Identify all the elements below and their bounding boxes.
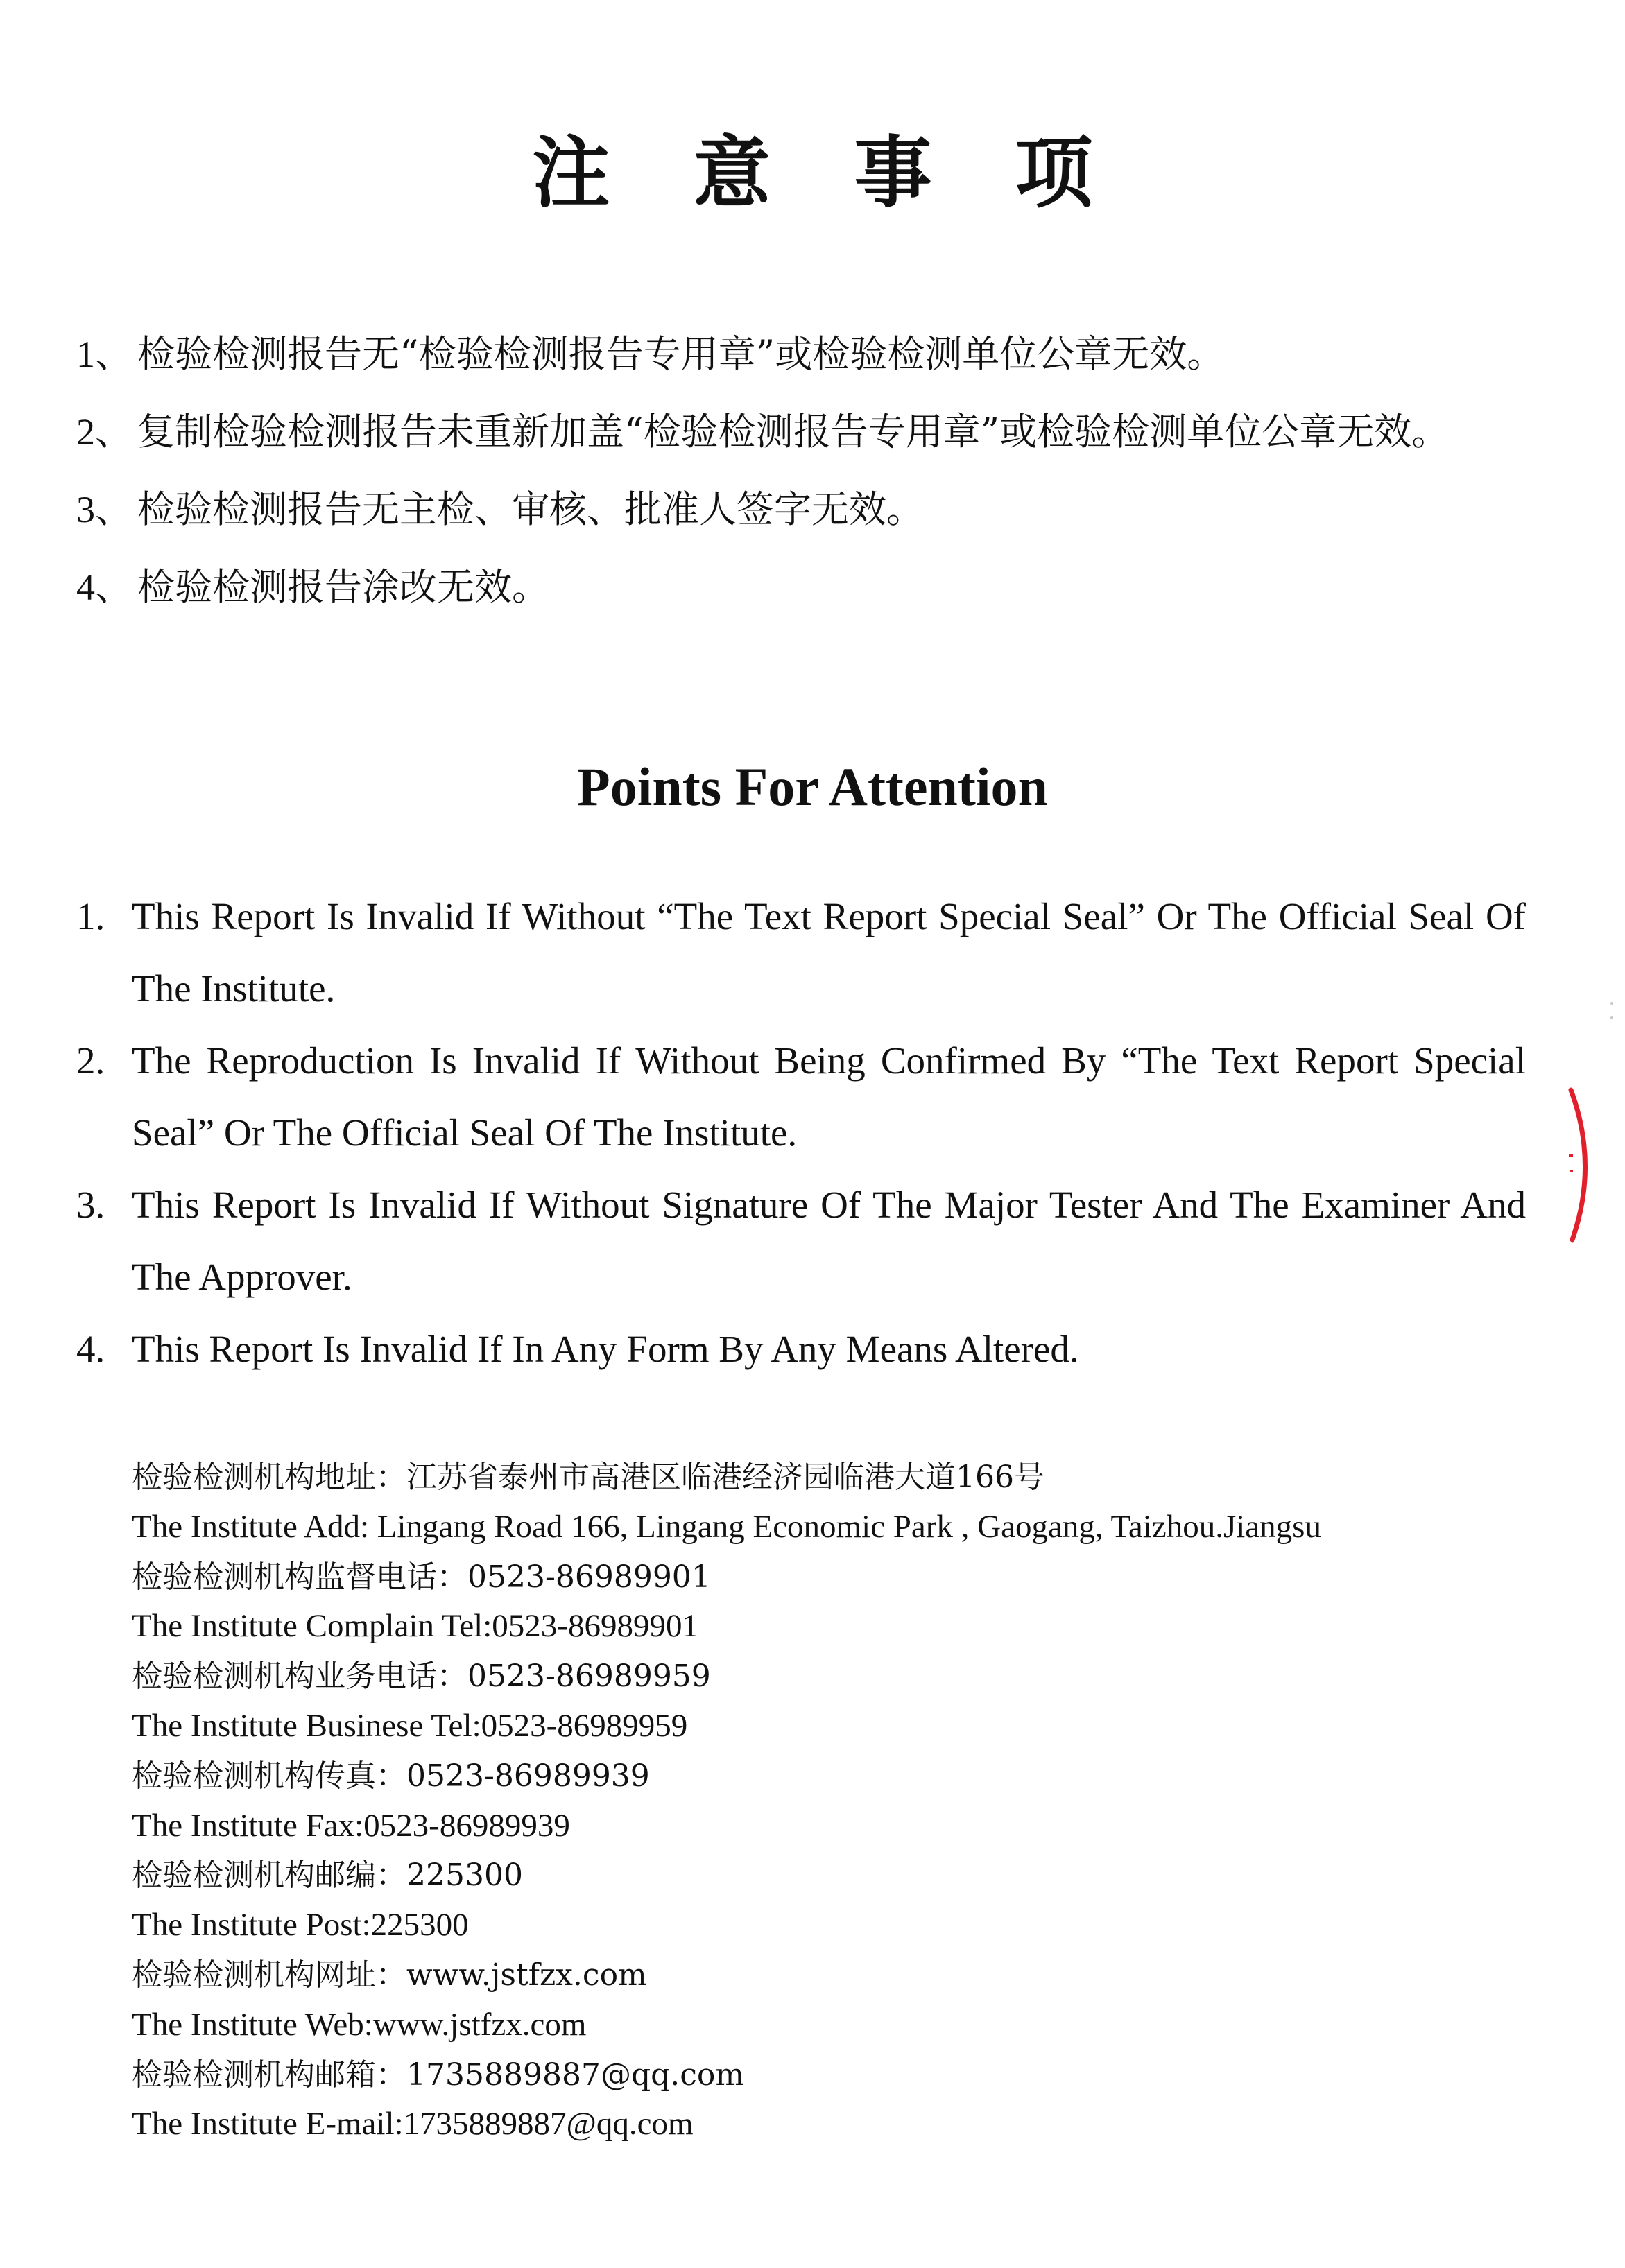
scan-edge-dot [1610,1016,1613,1019]
postcode-zh: 检验检测机构邮编：225300 [132,1858,523,1894]
en-note-number: 1. [76,895,105,937]
seal-mark [1569,1154,1573,1157]
fax-zh: 检验检测机构传真：0523-86989939 [132,1758,650,1794]
scan-edge-dot [1610,1002,1613,1005]
business-phone-zh: 检验检测机构业务电话：0523-86989959 [132,1659,711,1695]
zh-note-item [76,548,1533,626]
complain-phone-zh: 检验检测机构监督电话：0523-86989901 [132,1559,711,1595]
en-note-item [76,1169,1526,1313]
zh-note-text: 检验检测报告无“检验检测报告专用章”或检验检测单位公章无效。 [137,332,1225,376]
zh-note-text: 复制检验检测报告未重新加盖“检验检测报告专用章”或检验检测单位公章无效。 [137,410,1450,453]
zh-note-item [76,315,1533,393]
zh-page-title: 注意事项 [532,128,1176,218]
red-seal-fragment [1564,1082,1606,1248]
complain-phone-en: The Institute Complain Tel:0523-86989901 [132,1608,698,1645]
zh-note-text: 检验检测报告涂改无效。 [137,565,549,609]
en-note-number: 3. [76,1184,105,1226]
en-page-title: Points For Attention [577,756,1048,817]
zh-note-item [76,393,1533,471]
fax-en: The Institute Fax:0523-86989939 [132,1807,570,1844]
seal-arc [1571,1090,1585,1240]
address-en: The Institute Add: Lingang Road 166, Lingang Economic Park , Gaogang, Taizhou.Jiangsu [132,1508,1321,1545]
website-zh: 检验检测机构网址：www.jstfzx.com [132,1957,647,1993]
zh-note-text: 检验检测报告无主检、审核、批准人签字无效。 [137,487,924,531]
zh-note-number: 1、 [76,334,132,375]
en-note-text: The Reproduction Is Invalid If Without Being Confirmed By “The Text Report Special Seal” Or The Official Seal Of The Institute. [132,1039,1526,1154]
en-note-text: This Report Is Invalid If Without Signature Of The Major Tester And The Examiner And The Approver. [132,1184,1526,1298]
zh-note-number: 4、 [76,566,132,608]
address-zh: 检验检测机构地址：江苏省泰州市高港区临港经济园临港大道166号 [132,1460,1044,1495]
zh-note-number: 3、 [76,489,132,530]
en-note-item [76,1025,1526,1169]
en-note-item [76,881,1526,1025]
en-notes-list [76,881,1526,1385]
zh-note-item [76,471,1533,548]
zh-notes-list [76,315,1533,626]
en-note-text: This Report Is Invalid If In Any Form By Any Means Altered. [132,1328,1079,1370]
business-phone-en: The Institute Businese Tel:0523-86989959 [132,1707,688,1744]
en-note-item [76,1313,1526,1385]
website-en: The Institute Web:www.jstfzx.com [132,2006,587,2043]
email-en: The Institute E-mail:1735889887@qq.com [132,2106,694,2143]
zh-note-number: 2、 [76,411,132,453]
institute-contact-block [132,1453,1540,2149]
en-note-number: 4. [76,1328,105,1370]
en-note-text: This Report Is Invalid If Without “The Text Report Special Seal” Or The Official Seal Of The Institute. [132,895,1526,1010]
seal-mark [1570,1170,1573,1172]
postcode-en: The Institute Post:225300 [132,1907,469,1944]
email-zh: 检验检测机构邮箱：1735889887@qq.com [132,2057,745,2093]
en-note-number: 2. [76,1039,105,1082]
